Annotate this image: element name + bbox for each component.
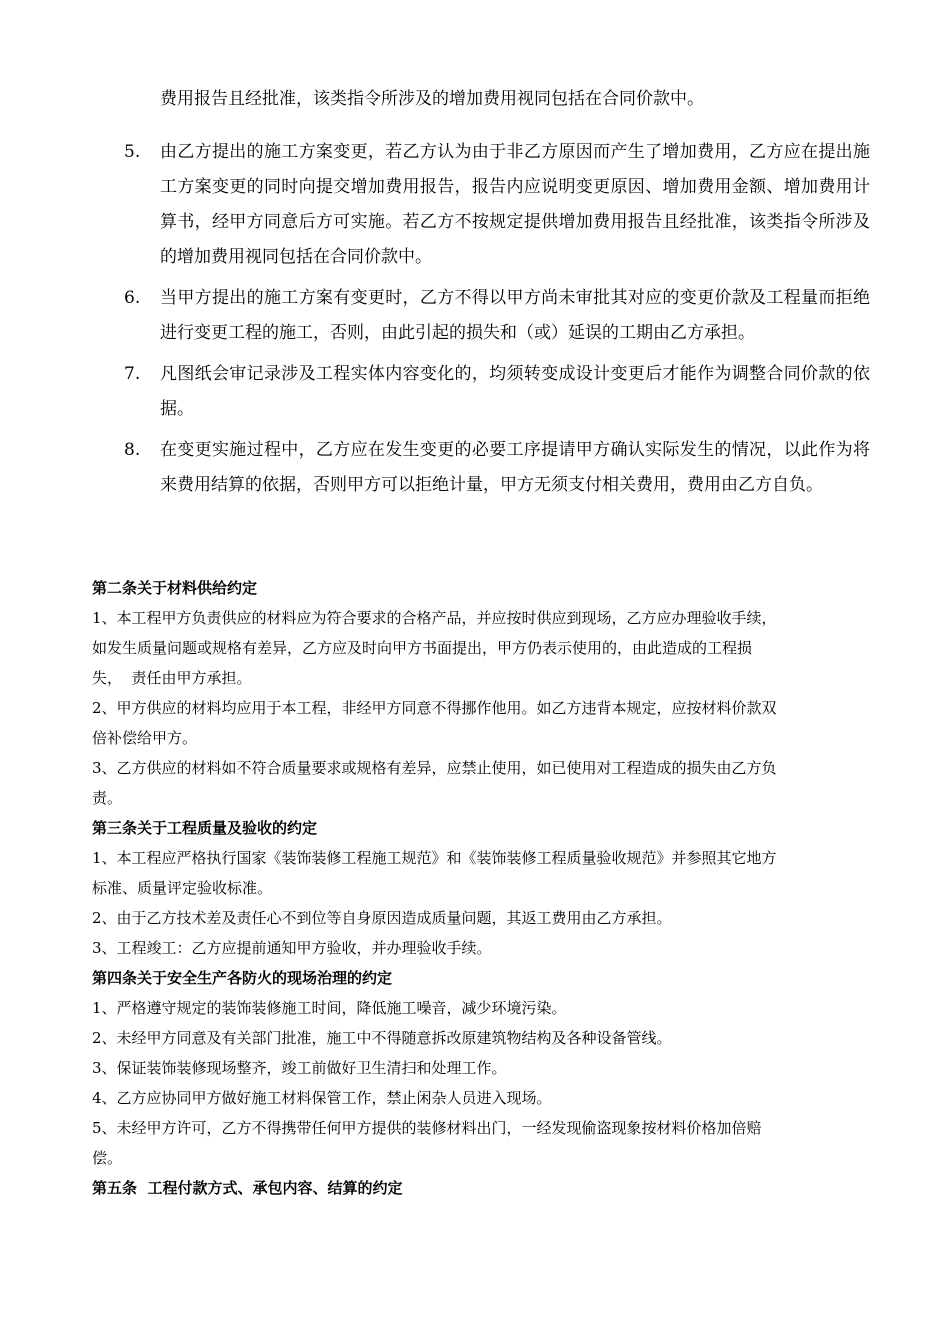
list-item (0, 135, 950, 275)
list-item-text: 由乙方提出的施工方案变更，若乙方认为由于非乙方原因而产生了增加费用，乙方应在提出施工方案变更的同时向提交增加费用报告，报告内应说明变更原因、增加费用金额、增加费用计算书，经甲方同意后方可实施。若乙方不按规定提供增加费用报告且经批准，该类指令所涉及的增加费用视同包括在合同价款中。 (160, 142, 870, 267)
section-paragraph (92, 903, 872, 933)
list-item-text: 凡图纸会审记录涉及工程实体内容变化的，均须转变成设计变更后才能作为调整合同价款的依据。 (160, 364, 870, 419)
paragraph-line: 2、甲方供应的材料均应用于本工程，非经甲方同意不得挪作他用。如乙方违背本规定，应按材料价款双 (92, 699, 777, 717)
paragraph-line: 1、严格遵守规定的装饰装修施工时间，降低施工噪音，减少环境污染。 (92, 999, 567, 1017)
paragraph-line: 3、工程竣工：乙方应提前通知甲方验收，并办理验收手续。 (92, 939, 492, 957)
section-paragraph (92, 933, 872, 963)
paragraph-line: 3、保证装饰装修现场整齐，竣工前做好卫生清扫和处理工作。 (92, 1059, 507, 1077)
section-heading: 第四条关于安全生产各防火的现场治理的约定 (92, 969, 393, 987)
paragraph-line: 3、乙方供应的材料如不符合质量要求或规格有差异，应禁止使用，如已使用对工程造成的损失由乙方负 (92, 759, 777, 777)
paragraph-line: 1、本工程应严格执行国家《装饰装修工程施工规范》和《装饰装修工程质量验收规范》并参照其它地方 (92, 849, 777, 867)
continuation-paragraph: 费用报告且经批准，该类指令所涉及的增加费用视同包括在合同价款中。 (160, 89, 704, 109)
paragraph-line: 5、未经甲方许可，乙方不得携带任何甲方提供的装修材料出门，一经发现偷盗现象按材料价格加倍赔 (92, 1119, 762, 1137)
paragraph-line: 偿。 (92, 1149, 123, 1167)
section-paragraph (92, 1023, 872, 1053)
paragraph-line: 失， 责任由甲方承担。 (92, 669, 252, 687)
paragraph-line: 责。 (92, 789, 123, 807)
paragraph-line: 标准、质量评定验收标准。 (92, 879, 273, 897)
paragraph-line: 2、未经甲方同意及有关部门批准，施工中不得随意拆改原建筑物结构及各种设备管线。 (92, 1029, 672, 1047)
section-heading: 第三条关于工程质量及验收的约定 (92, 819, 318, 837)
section-paragraph (92, 1053, 872, 1083)
paragraph-line: 如发生质量问题或规格有差异，乙方应及时向甲方书面提出，甲方仍表示使用的，由此造成的工程损 (92, 639, 753, 657)
section-paragraph (92, 603, 872, 693)
paragraph-line: 倍补偿给甲方。 (92, 729, 198, 747)
section-paragraph (92, 843, 872, 903)
list-item-number: 5. (124, 142, 141, 162)
section-material-supply (92, 573, 872, 813)
paragraph-line: 2、由于乙方技术差及责任心不到位等自身原因造成质量问题，其返工费用由乙方承担。 (92, 909, 672, 927)
section-paragraph (92, 1113, 872, 1173)
list-item (0, 281, 950, 351)
section-quality-acceptance (92, 813, 872, 963)
list-item-text: 在变更实施过程中，乙方应在发生变更的必要工序提请甲方确认实际发生的情况，以此作为将来费用结算的依据，否则甲方可以拒绝计量，甲方无须支付相关费用，费用由乙方自负。 (160, 440, 870, 495)
list-item (0, 357, 950, 427)
section-paragraph (92, 693, 872, 753)
section-heading: 第二条关于材料供给约定 (92, 579, 258, 597)
list-item (0, 433, 950, 503)
contract-sections (92, 573, 872, 1203)
list-item-number: 8. (124, 440, 141, 460)
paragraph-line: 4、乙方应协同甲方做好施工材料保管工作，禁止闲杂人员进入现场。 (92, 1089, 552, 1107)
section-paragraph (92, 753, 872, 813)
section-heading: 第五条 工程付款方式、承包内容、结算的约定 (92, 1179, 403, 1197)
paragraph-line: 1、本工程甲方负责供应的材料应为符合要求的合格产品，并应按时供应到现场，乙方应办理验收手续， (92, 609, 777, 627)
section-payment-settlement (92, 1173, 872, 1203)
section-paragraph (92, 1083, 872, 1113)
section-safety-fire (92, 963, 872, 1173)
list-item-text: 当甲方提出的施工方案有变更时，乙方不得以甲方尚未审批其对应的变更价款及工程量而拒绝进行变更工程的施工，否则，由此引起的损失和（或）延误的工期由乙方承担。 (160, 288, 870, 343)
numbered-list (0, 135, 950, 509)
section-paragraph (92, 993, 872, 1023)
list-item-number: 7. (124, 364, 141, 384)
list-item-number: 6. (124, 288, 141, 308)
